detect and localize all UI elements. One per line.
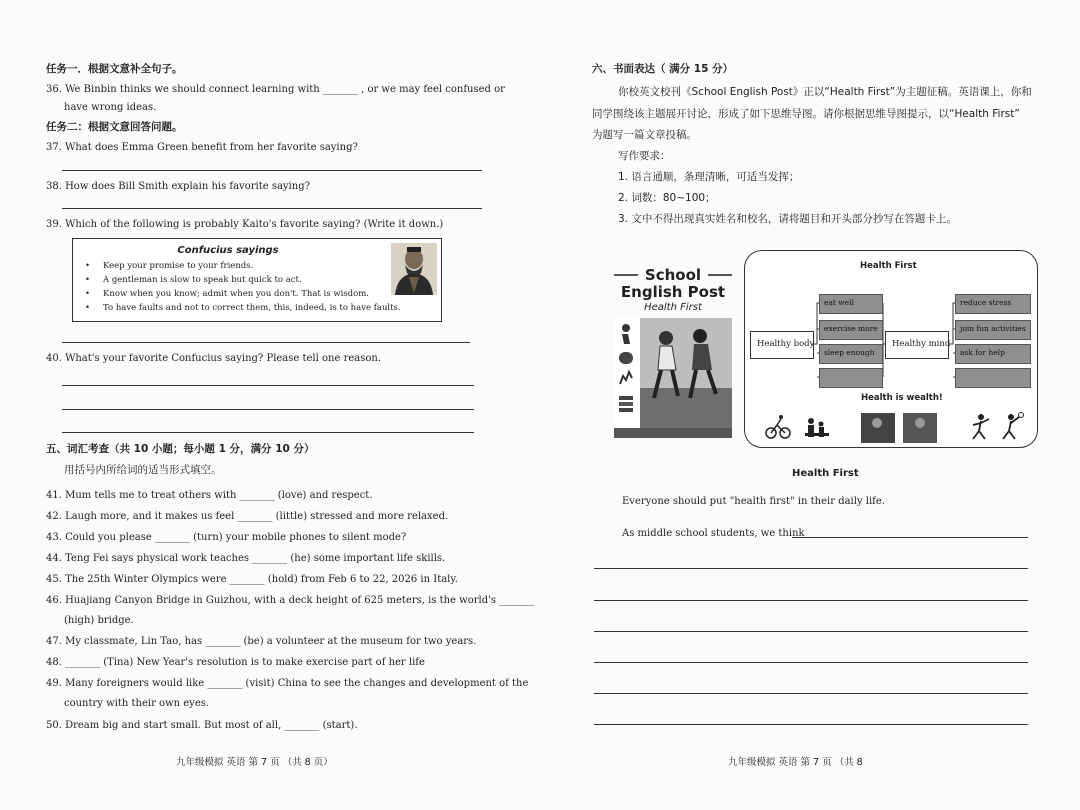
essay-answer-line[interactable] [594,631,1028,632]
poster-subtitle: Health First [644,302,702,313]
answer-line-40c[interactable] [62,432,474,433]
question-49: 49. Many foreigners would like _______ (visit) China to see the changes and development of the [46,678,529,689]
answer-line-39[interactable] [62,342,470,343]
question-45: 45. The 25th Winter Olympics were _______ (hold) from Feb 6 to 22, 2026 in Italy. [46,574,458,585]
requirement-item: 3. 文中不得出现真实姓名和校名，请将题目和开头部分抄写在答题卡上。 [618,213,957,225]
poster-title: School [644,266,702,284]
mind-item-box [955,320,1031,340]
requirements-heading: 写作要求： [618,150,671,162]
healthy-mind-label: Healthy mind [892,339,951,349]
answer-line-37[interactable] [62,170,482,171]
question-40: 40. What's your favorite Confucius saying? Please tell one reason. [46,353,381,364]
mindmap-icons-row [765,411,1025,443]
writing-prompt-line: 为题写一篇文章投稿。 [592,129,697,141]
question-50: 50. Dream big and start small. But most of all, _______ (start). [46,720,358,731]
writing-prompt-line: 你校英文校刊《School English Post》正以“Health First”为主题征稿。英语课上，你和 [618,86,1032,98]
saying-item: • To have faults and not to correct them, this, indeed, is to have faults. [103,303,401,313]
mind-item-text: reduce stress [960,298,1012,307]
essay-opening-line: Everyone should put "health first" in their daily life. [622,496,885,507]
healthy-mind-node [885,331,949,359]
question-48: 48. _______ (Tina) New Year's resolution is to make exercise part of her life [46,657,425,668]
healthy-body-label: Healthy body [757,339,815,349]
section5-heading: 五、词汇考查（共 10 小题；每小题 1 分，满分 10 分） [46,443,315,455]
mindmap-title: Health First [860,261,917,271]
confucius-box-title: Confucius sayings [177,245,279,256]
requirement-item: 2. 词数：80~100； [618,192,716,204]
question-49-cont: country with their own eyes. [64,698,210,709]
body-item-box [819,320,883,340]
mind-item-text: join fun activities [960,324,1026,333]
essay-title: Health First [792,468,859,479]
tennis-icon [1003,413,1024,440]
question-44: 44. Teng Fei says physical work teaches _______ (he) some important life skills. [46,553,446,564]
answer-line-40a[interactable] [62,385,474,386]
writing-prompt-line: 同学围绕该主题展开讨论，形成了如下思维导图。请你根据思维导图提示，以“Health First” [592,108,1020,120]
saying-item: • A gentleman is slow to speak but quick to act. [103,275,302,285]
cycling-icon [766,415,790,438]
question-37: 37. What does Emma Green benefit from her favorite saying? [46,142,358,153]
mind-item-text: ask for help [960,348,1005,357]
question-43: 43. Could you please _______ (turn) your mobile phones to silent mode? [46,532,407,543]
family-icon [805,418,829,437]
question-39: 39. Which of the following is probably Kaito's favorite saying? (Write it down.) [46,219,444,230]
answer-line-40b[interactable] [62,409,474,410]
body-item-text: sleep enough [824,348,875,357]
body-item-box [819,344,883,364]
essay-answer-line[interactable] [594,693,1028,694]
mind-item-box [955,368,1031,388]
saying-item: • Keep your promise to your friends. [103,261,253,271]
section6-heading: 六、书面表达（ 满分 15 分） [592,63,734,75]
essay-answer-line[interactable] [594,662,1028,663]
page-footer: 九年级模拟 英语 第 7 页 （共 8 页） [176,757,333,768]
confucius-sayings-box [72,238,442,322]
essay-answer-line[interactable] [594,568,1028,569]
section5-instruction: 用括号内所给词的适当形式填空。 [64,464,222,476]
task2-heading: 任务二：根据文意回答问题。 [46,121,183,133]
page-footer: 九年级模拟 英语 第 7 页 （共 8 [728,757,863,768]
essay-opening-line: As middle school students, we think [622,528,805,539]
confucius-portrait-image [391,243,437,295]
question-46-cont: (high) bridge. [64,615,134,626]
dancing-icon [973,414,989,439]
question-38: 38. How does Bill Smith explain his favorite saying? [46,181,310,192]
body-item-text: exercise more [824,324,878,333]
essay-answer-line[interactable] [594,724,1028,725]
task1-heading: 任务一．根据文意补全句子。 [46,63,183,75]
saying-item: • Know when you know; admit when you don't. That is wisdom. [103,289,369,299]
body-item-text: eat well [824,298,854,307]
runners-photo [614,318,732,438]
mind-item-box [955,294,1031,314]
question-36: 36. We Binbin thinks we should connect learning with _______ , or we may feel confused or [46,84,505,95]
question-46: 46. Huajiang Canyon Bridge in Guizhou, with a deck height of 625 meters, is the world's _______ [46,595,535,606]
body-item-box [819,368,883,388]
question-36-cont: have wrong ideas. [64,102,157,113]
answer-line-38[interactable] [62,208,482,209]
essay-answer-line[interactable] [792,537,1028,538]
question-42: 42. Laugh more, and it makes us feel _______ (little) stressed and more relaxed. [46,511,449,522]
question-41: 41. Mum tells me to treat others with _______ (love) and respect. [46,490,373,501]
body-item-box [819,294,883,314]
requirement-item: 1. 语言通顺，条理清晰，可适当发挥； [618,171,800,183]
health-first-mind-map [744,250,1038,448]
mind-item-box [955,344,1031,364]
mindmap-slogan: Health is wealth! [861,393,943,403]
question-47: 47. My classmate, Lin Tao, has _______ (be) a volunteer at the museum for two years. [46,636,477,647]
people-photo-icon [861,413,937,443]
poster-title: English Post [620,283,726,301]
school-english-post-poster [614,262,732,440]
essay-answer-line[interactable] [594,600,1028,601]
